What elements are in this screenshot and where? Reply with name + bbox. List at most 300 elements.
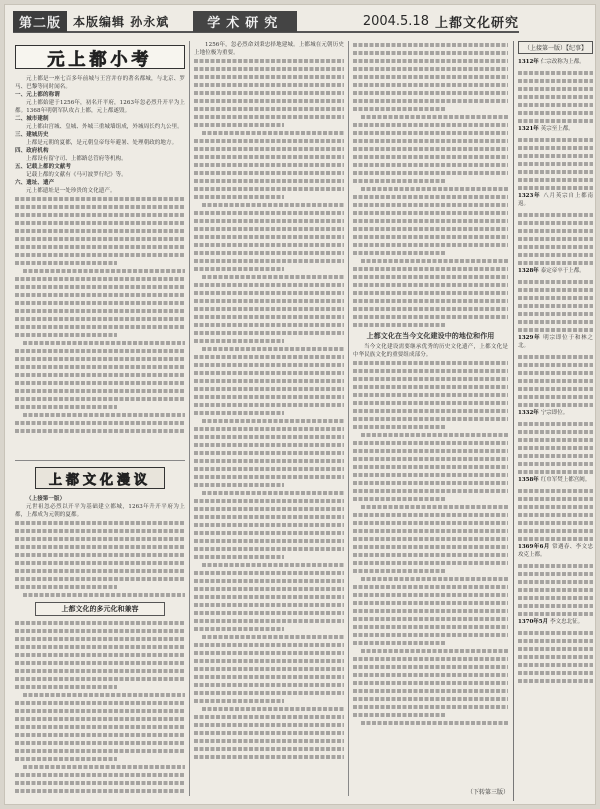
- text-line: [194, 193, 284, 201]
- text-line: [194, 369, 344, 377]
- divider: [15, 460, 185, 461]
- text-line: [518, 168, 593, 176]
- text-line: [518, 184, 593, 192]
- newspaper-page: [4, 4, 596, 805]
- text-line: [518, 109, 593, 117]
- left-column-bottom: [15, 495, 185, 795]
- text-line: [518, 294, 593, 302]
- text-line: [361, 185, 508, 193]
- text-line: [15, 771, 185, 779]
- column-title: 学术研究: [193, 11, 297, 32]
- text-line: [353, 321, 446, 329]
- text-lines: [353, 41, 508, 329]
- entry-text: 泰定帝卒于上都。: [540, 268, 585, 274]
- text-line: [202, 489, 344, 497]
- text-line: [518, 235, 593, 243]
- text-line: [518, 586, 593, 594]
- text-line: [202, 705, 344, 713]
- text-line: [194, 681, 344, 689]
- text-line: [518, 519, 593, 527]
- text-lines: [15, 195, 185, 435]
- text-line: [353, 65, 508, 73]
- text-line: [518, 278, 593, 286]
- text-line: [23, 691, 185, 699]
- text-line: [518, 562, 593, 570]
- text-line: [194, 593, 344, 601]
- text-line: [518, 468, 593, 476]
- text-line: [15, 683, 117, 691]
- text-line: [353, 463, 508, 471]
- text-lines: [353, 359, 508, 727]
- text-line: [353, 551, 508, 559]
- text-line: [518, 227, 593, 235]
- text-line: [518, 259, 593, 267]
- chronicle-entry: [518, 543, 593, 559]
- text-line: [15, 527, 185, 535]
- text-line: [353, 487, 508, 495]
- text-line: [15, 235, 185, 243]
- editor-credit: 本版编辑 孙永斌: [73, 14, 170, 29]
- text-line: [15, 559, 185, 567]
- text-line: [353, 671, 508, 679]
- text-line: [353, 367, 508, 375]
- text-line: [194, 545, 344, 553]
- text-line: [194, 217, 344, 225]
- text-line: [518, 117, 593, 125]
- text-line: [194, 233, 344, 241]
- text-line: [353, 639, 446, 647]
- text-line: [353, 121, 508, 129]
- text-line: [194, 401, 344, 409]
- text-line: [15, 395, 185, 403]
- section-text: 元上都遗址是一处珍贵的文化遗产。: [26, 188, 116, 194]
- text-line: [361, 431, 508, 439]
- text-line: [518, 460, 593, 468]
- text-line: [353, 217, 508, 225]
- text-line: [194, 385, 344, 393]
- text-line: [194, 121, 284, 129]
- text-lines: [194, 57, 344, 761]
- text-line: [194, 729, 344, 737]
- text-line: [194, 521, 344, 529]
- text-line: [353, 57, 508, 65]
- text-line: [353, 41, 508, 49]
- text-line: [518, 503, 593, 511]
- text-line: [353, 527, 508, 535]
- chronicle-entry: [518, 476, 593, 484]
- text-line: [353, 105, 446, 113]
- middle-column-2: [353, 41, 508, 796]
- entry-text: 常遇春、李文忠攻克上都。: [518, 544, 593, 558]
- text-line: [15, 535, 185, 543]
- text-line: [353, 193, 508, 201]
- text-line: [518, 677, 593, 685]
- chronicle-entry: [518, 334, 593, 350]
- text-line: [23, 411, 185, 419]
- text-line: [15, 755, 117, 763]
- section-text: 记载上都的文献有《马可波罗行纪》等。: [26, 172, 127, 178]
- text-line: [353, 201, 508, 209]
- column-rule: [189, 41, 190, 796]
- text-line: [353, 495, 446, 503]
- text-line: [202, 345, 344, 353]
- entry-text: 李文忠北征。: [550, 619, 584, 625]
- text-line: [194, 513, 344, 521]
- text-line: [15, 627, 185, 635]
- entry-year: 1312年: [518, 59, 541, 65]
- text-line: [15, 379, 185, 387]
- text-line: [194, 585, 344, 593]
- text-line: [353, 583, 508, 591]
- entry-year: 1370年5月: [518, 619, 551, 625]
- text-line: [353, 273, 508, 281]
- text-line: [518, 570, 593, 578]
- middle-column-1: [194, 41, 344, 796]
- text-line: [353, 599, 508, 607]
- text-line: [518, 401, 593, 409]
- entry-year: 1329年: [518, 335, 544, 341]
- text-line: [353, 655, 508, 663]
- text-line: [194, 209, 344, 217]
- text-line: [15, 299, 185, 307]
- text-line: [518, 310, 593, 318]
- text-line: [194, 641, 344, 649]
- text-line: [194, 57, 344, 65]
- text-line: [353, 391, 508, 399]
- entry-text: 仁宗改称为上都。: [540, 59, 585, 65]
- text-line: [15, 675, 185, 683]
- entry-year: 1323年: [518, 193, 544, 199]
- text-line: [15, 427, 185, 435]
- text-line: [361, 113, 508, 121]
- second-title: 上都文化漫议: [48, 472, 151, 488]
- text-line: [361, 719, 508, 727]
- section-text: 上都设有留守司、上都路总管府等机构。: [26, 156, 127, 162]
- text-line: [194, 649, 344, 657]
- text-line: [353, 313, 508, 321]
- text-line: [353, 375, 508, 383]
- text-line: [353, 225, 508, 233]
- text-line: [194, 329, 344, 337]
- text-line: [194, 657, 344, 665]
- text-line: [15, 227, 185, 235]
- text-line: [194, 457, 344, 465]
- text-line: [353, 169, 508, 177]
- text-line: [353, 49, 508, 57]
- text-line: [15, 779, 185, 787]
- text-line: [194, 153, 344, 161]
- chronicle-entry: [518, 267, 593, 275]
- section-text: 元上都始建于1256年，初名开平府，1263年忽必烈升开平为上都。1368年明朝军队攻占上都，元上都遂毁。: [15, 100, 185, 114]
- text-line: [518, 527, 593, 535]
- text-line: [353, 695, 508, 703]
- text-line: [353, 543, 508, 551]
- text-line: [518, 326, 593, 334]
- text-line: [194, 721, 344, 729]
- column-rule: [348, 41, 349, 796]
- text-line: [194, 65, 344, 73]
- text-line: [361, 257, 508, 265]
- text-line: [194, 553, 284, 561]
- entry-text: 八月英宗自上都南返。: [518, 193, 593, 207]
- text-line: [194, 353, 344, 361]
- text-line: [15, 283, 185, 291]
- text-line: [518, 176, 593, 184]
- text-line: [194, 337, 284, 345]
- text-line: [194, 297, 344, 305]
- text-line: [15, 747, 185, 755]
- entry-year: 1321年: [518, 126, 541, 132]
- text-line: [194, 689, 344, 697]
- continued-tag: （上接第一版）: [26, 496, 66, 502]
- text-line: [361, 503, 508, 511]
- mid-paragraph: 当今文化建设需要继承优秀的历史文化遗产，上都文化是中华民族文化的重要组成部分。: [353, 344, 508, 358]
- text-line: [15, 723, 185, 731]
- entry-text: 英宗至上都。: [540, 126, 574, 132]
- text-line: [518, 93, 593, 101]
- text-line: [23, 267, 185, 275]
- text-line: [202, 129, 344, 137]
- entry-year: 1328年: [518, 268, 541, 274]
- text-line: [353, 711, 446, 719]
- text-line: [194, 497, 344, 505]
- text-line: [353, 607, 508, 615]
- text-line: [518, 602, 593, 610]
- text-line: [353, 559, 508, 567]
- text-line: [518, 77, 593, 85]
- text-line: [194, 377, 344, 385]
- text-line: [194, 177, 344, 185]
- text-line: [353, 383, 508, 391]
- text-line: [194, 433, 344, 441]
- text-line: [194, 169, 344, 177]
- sidebar-head: （上接第一版）【纪事】: [518, 41, 593, 54]
- text-line: [518, 629, 593, 637]
- section-heading: 四、政府机构: [15, 148, 49, 154]
- text-line: [518, 610, 593, 618]
- text-line: [15, 211, 185, 219]
- text-line: [194, 753, 344, 761]
- section-heading: 五、记载上都的文献考: [15, 164, 72, 170]
- text-line: [518, 487, 593, 495]
- text-line: [202, 633, 344, 641]
- text-line: [15, 387, 185, 395]
- text-line: [194, 313, 344, 321]
- paper-name: 上都文化研究: [434, 15, 519, 31]
- text-line: [353, 519, 508, 527]
- text-line: [518, 219, 593, 227]
- text-line: [353, 399, 508, 407]
- chronicle-entry: [518, 618, 593, 626]
- text-line: [15, 731, 185, 739]
- text-line: [518, 144, 593, 152]
- chronicle-entry: [518, 409, 593, 417]
- text-line: [23, 339, 185, 347]
- mid-paragraph: 1256年，忽必烈命刘秉忠择地建城。上都城在元朝历史上地位极为重要。: [194, 42, 344, 56]
- text-line: [353, 455, 508, 463]
- text-line: [194, 249, 344, 257]
- text-line: [15, 707, 185, 715]
- second-title-box: [35, 467, 165, 489]
- section-heading: 二、城市建制: [15, 116, 49, 122]
- text-line: [15, 307, 185, 315]
- text-line: [194, 665, 344, 673]
- text-line: [202, 561, 344, 569]
- text-line: [194, 569, 344, 577]
- text-line: [518, 578, 593, 586]
- feature-title-box: [15, 45, 185, 69]
- text-line: [518, 361, 593, 369]
- text-line: [194, 505, 344, 513]
- text-line: [518, 302, 593, 310]
- text-line: [353, 241, 508, 249]
- text-line: [194, 465, 344, 473]
- text-line: [353, 209, 508, 217]
- text-line: [15, 275, 185, 283]
- text-line: [15, 403, 117, 411]
- text-line: [518, 152, 593, 160]
- text-line: [202, 201, 344, 209]
- text-line: [353, 687, 508, 695]
- chronicle-entry: [518, 58, 593, 66]
- text-line: [15, 635, 185, 643]
- text-line: [15, 291, 185, 299]
- text-line: [15, 251, 185, 259]
- text-line: [15, 195, 185, 203]
- text-line: [518, 101, 593, 109]
- text-line: [353, 359, 508, 367]
- text-line: [353, 407, 508, 415]
- text-line: [15, 419, 185, 427]
- text-line: [15, 787, 185, 795]
- text-line: [353, 663, 508, 671]
- text-line: [15, 567, 185, 575]
- text-line: [194, 481, 284, 489]
- entry-text: 红巾军焚上都宫阙。: [540, 477, 591, 483]
- text-line: [194, 361, 344, 369]
- text-line: [194, 225, 344, 233]
- section-text: 元上都由宫城、皇城、外城三重城墙组成，外城周长约九公里。: [26, 124, 183, 130]
- text-line: [361, 647, 508, 655]
- text-line: [194, 473, 344, 481]
- sidebar-entries: [518, 58, 593, 685]
- text-line: [15, 519, 185, 527]
- text-line: [518, 318, 593, 326]
- text-line: [202, 417, 344, 425]
- section-heading: 一、元上都的称谓: [15, 92, 60, 98]
- text-line: [194, 265, 284, 273]
- text-line: [518, 661, 593, 669]
- text-line: [194, 185, 344, 193]
- text-line: [15, 347, 185, 355]
- text-line: [194, 409, 284, 417]
- text-line: [353, 679, 508, 687]
- text-line: [194, 81, 344, 89]
- chronicle-entry: [518, 125, 593, 133]
- text-line: [353, 591, 508, 599]
- text-line: [353, 631, 508, 639]
- text-line: [15, 739, 185, 747]
- text-line: [194, 697, 284, 705]
- text-line: [518, 243, 593, 251]
- text-line: [15, 323, 185, 331]
- text-line: [194, 257, 344, 265]
- text-line: [353, 249, 446, 257]
- left-column-top: [15, 75, 185, 455]
- text-line: [353, 81, 508, 89]
- text-line: [194, 673, 344, 681]
- continued-note: （下转第三版）: [466, 789, 509, 796]
- text-line: [353, 415, 508, 423]
- text-line: [518, 444, 593, 452]
- text-line: [518, 535, 593, 543]
- text-line: [353, 615, 508, 623]
- text-line: [353, 439, 508, 447]
- text-line: [353, 89, 508, 97]
- text-line: [194, 161, 344, 169]
- text-line: [518, 251, 593, 259]
- text-line: [361, 575, 508, 583]
- text-line: [15, 667, 185, 675]
- text-line: [194, 577, 344, 585]
- text-line: [202, 273, 344, 281]
- text-line: [15, 575, 185, 583]
- text-line: [518, 385, 593, 393]
- text-line: [518, 436, 593, 444]
- text-line: [15, 371, 185, 379]
- entry-text: 宁宗即位。: [540, 410, 569, 416]
- text-line: [15, 243, 185, 251]
- text-line: [194, 321, 344, 329]
- text-line: [518, 511, 593, 519]
- text-line: [353, 535, 508, 543]
- page-number: 第二版: [13, 11, 67, 32]
- text-line: [194, 617, 344, 625]
- text-line: [353, 447, 508, 455]
- text-line: [194, 89, 344, 97]
- text-line: [353, 511, 508, 519]
- text-line: [15, 331, 117, 339]
- page-header: [13, 11, 519, 33]
- text-line: [15, 363, 185, 371]
- text-line: [353, 73, 508, 81]
- text-line: [15, 651, 185, 659]
- text-line: [518, 420, 593, 428]
- intro-text: 元上都是一座七百多年前城与王宫并存的著名都城，与北京、罗马、巴黎等同时闻名。: [15, 76, 185, 90]
- text-line: [194, 241, 344, 249]
- chronicle-sidebar: [513, 41, 593, 801]
- text-line: [194, 145, 344, 153]
- text-line: [194, 601, 344, 609]
- text-line: [194, 425, 344, 433]
- article-text: 元世祖忽必烈以开平为基础建立都城，1263年升开平府为上都，上都成为元朝的夏都。: [15, 504, 185, 518]
- text-line: [194, 713, 344, 721]
- text-line: [518, 286, 593, 294]
- text-line: [353, 423, 446, 431]
- text-line: [518, 136, 593, 144]
- text-line: [353, 623, 508, 631]
- text-line: [194, 289, 344, 297]
- section-heading: 三、建城历史: [15, 132, 49, 138]
- text-line: [518, 645, 593, 653]
- entry-year: 1369年6月: [518, 544, 553, 550]
- chronicle-entry: [518, 192, 593, 208]
- text-line: [353, 265, 508, 273]
- text-line: [353, 177, 446, 185]
- text-line: [15, 643, 185, 651]
- text-line: [353, 471, 508, 479]
- text-line: [15, 355, 185, 363]
